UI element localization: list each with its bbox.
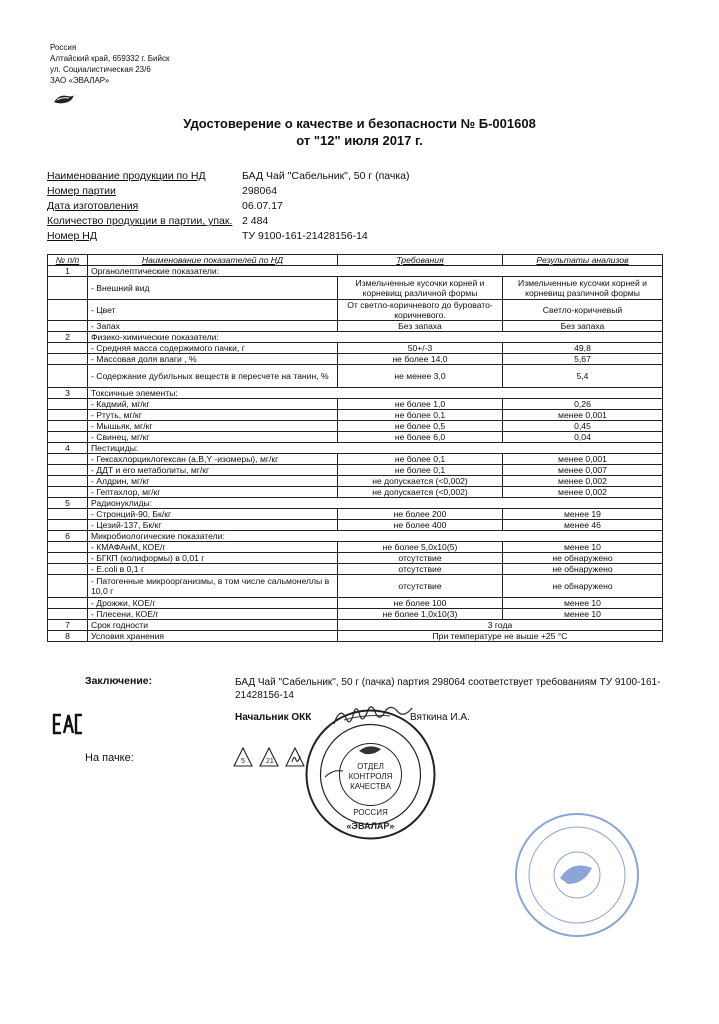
table-row: [48, 410, 663, 421]
info-value: БАД Чай "Сабельник", 50 г (пачка): [242, 170, 410, 182]
row-number: [48, 399, 88, 410]
info-value: 06.07.17: [242, 200, 283, 212]
indicator-name: - ДДТ и его метаболиты, мг/кг: [88, 465, 338, 476]
requirement-value: отсутствие: [338, 575, 503, 598]
spanned-value: 3 года: [338, 620, 663, 631]
indicator-name: - Массовая доля влаги , %: [88, 354, 338, 365]
row-number: [48, 277, 88, 300]
table-row: [48, 609, 663, 620]
row-number: 5: [48, 498, 88, 509]
row-number: 1: [48, 266, 88, 277]
requirement-value: не более 0,1: [338, 454, 503, 465]
row-number: [48, 564, 88, 575]
info-value: ТУ 9100-161-21428156-14: [242, 230, 368, 242]
category-name: Микробиологические показатели:: [88, 531, 663, 542]
indicator-name: Условия хранения: [88, 631, 338, 642]
evalar-logo-icon: [53, 93, 75, 105]
indicator-name: - КМАФАнМ, КОЕ/г: [88, 542, 338, 553]
info-label: Номер партии: [47, 185, 116, 197]
table-category-row: [48, 498, 663, 509]
result-value: 0,04: [503, 432, 663, 443]
result-value: менее 0,002: [503, 487, 663, 498]
table-row: [48, 509, 663, 520]
stamp-center-line2: КОНТРОЛЯ: [348, 772, 393, 781]
table-category-row: [48, 443, 663, 454]
indicator-name: - Гексахлорциклогексан (a,B,Y -изомеры), мг/кг: [88, 454, 338, 465]
col-header-results: Результаты анализов: [503, 255, 663, 266]
row-number: [48, 432, 88, 443]
result-value: 0,26: [503, 399, 663, 410]
category-name: Радионуклиды:: [88, 498, 663, 509]
stamp-center-line1: ОТДЕЛ: [357, 762, 384, 771]
company-address: [50, 42, 169, 86]
indicator-name: - Средняя масса содержимого пачки, г: [88, 343, 338, 354]
table-row: [48, 564, 663, 575]
result-value: не обнаружено: [503, 575, 663, 598]
row-number: [48, 343, 88, 354]
result-value: менее 10: [503, 598, 663, 609]
col-header-number: № п/п: [48, 255, 88, 266]
requirement-value: 50+/-3: [338, 343, 503, 354]
requirement-value: От светло-коричневого до буровато-коричневого.: [338, 300, 503, 321]
requirement-value: не более 200: [338, 509, 503, 520]
stamp-bottom-country: РОССИЯ: [353, 808, 388, 817]
spanned-value: При температуре не выше +25 °С: [338, 631, 663, 642]
info-label: Количество продукции в партии, упак.: [47, 215, 233, 227]
result-value: менее 0,002: [503, 476, 663, 487]
table-row: [48, 277, 663, 300]
row-number: [48, 354, 88, 365]
col-header-name: Наименование показателей по НД: [88, 255, 338, 266]
row-number: 6: [48, 531, 88, 542]
table-row: [48, 476, 663, 487]
eac-mark-icon: [52, 712, 84, 736]
row-number: [48, 465, 88, 476]
table-body: [48, 266, 663, 642]
result-value: менее 46: [503, 520, 663, 531]
table-row: [48, 553, 663, 564]
table-row: [48, 432, 663, 443]
address-country: Россия: [50, 43, 77, 52]
result-value: Без запаха: [503, 321, 663, 332]
indicator-name: - Алдрин, мг/кг: [88, 476, 338, 487]
info-value: 298064: [242, 185, 278, 197]
address-company: ЗАО «ЭВАЛАР»: [50, 76, 110, 85]
result-value: менее 0,001: [503, 454, 663, 465]
info-label: Номер НД: [47, 230, 97, 242]
indicator-name: - Дрожжи, КОЕ/г: [88, 598, 338, 609]
result-value: менее 10: [503, 609, 663, 620]
indicator-name: - Свинец, мг/кг: [88, 432, 338, 443]
indicator-name: - Цвет: [88, 300, 338, 321]
result-value: менее 10: [503, 542, 663, 553]
table-row: [48, 598, 663, 609]
table-row: [48, 354, 663, 365]
row-number: [48, 321, 88, 332]
quality-table: [47, 254, 663, 642]
signatory-name: Вяткина И.А.: [410, 712, 470, 723]
indicator-name: - Гептахлор, мг/кг: [88, 487, 338, 498]
table-category-row: [48, 388, 663, 399]
result-value: 5,67: [503, 354, 663, 365]
requirement-value: не допускается (<0,002): [338, 476, 503, 487]
svg-text:5: 5: [241, 758, 245, 765]
indicator-name: - Плесени, КОЕ/г: [88, 609, 338, 620]
indicator-name: - Мышьяк, мг/кг: [88, 421, 338, 432]
row-number: [48, 598, 88, 609]
table-header-row: [48, 255, 663, 266]
category-name: Органолептические показатели:: [88, 266, 663, 277]
category-name: Физико-химические показатели:: [88, 332, 663, 343]
row-number: 2: [48, 332, 88, 343]
requirement-value: не более 0,1: [338, 465, 503, 476]
row-number: [48, 609, 88, 620]
table-row: [48, 620, 663, 631]
table-category-row: [48, 332, 663, 343]
result-value: Светло-коричневый: [503, 300, 663, 321]
result-value: не обнаружено: [503, 564, 663, 575]
requirement-value: отсутствие: [338, 553, 503, 564]
on-pack-label: На пачке:: [85, 752, 134, 764]
indicator-name: - E.coli в 0,1 г: [88, 564, 338, 575]
row-number: [48, 520, 88, 531]
table-row: [48, 631, 663, 642]
row-number: [48, 553, 88, 564]
document-date: от "12" июля 2017 г.: [296, 133, 423, 148]
requirement-value: не более 14,0: [338, 354, 503, 365]
requirement-value: отсутствие: [338, 564, 503, 575]
category-name: Пестициды:: [88, 443, 663, 454]
result-value: 0,45: [503, 421, 663, 432]
table-row: [48, 575, 663, 598]
indicator-name: - Цезий-137, Бк/кг: [88, 520, 338, 531]
info-label: Дата изготовления: [47, 200, 139, 212]
address-region: Алтайский край, 659332 г. Бийск: [50, 54, 170, 63]
signature-position: Начальник ОКК: [235, 712, 312, 723]
result-value: менее 0,001: [503, 410, 663, 421]
indicator-name: - БГКП (колиформы) в 0,01 г: [88, 553, 338, 564]
indicator-name: - Ртуть, мг/кг: [88, 410, 338, 421]
table-row: [48, 520, 663, 531]
requirement-value: не более 1,0x10(3): [338, 609, 503, 620]
row-number: [48, 542, 88, 553]
requirement-value: не более 0,5: [338, 421, 503, 432]
requirement-value: не более 100: [338, 598, 503, 609]
result-value: не обнаружено: [503, 553, 663, 564]
indicator-name: - Кадмий, мг/кг: [88, 399, 338, 410]
requirement-value: не более 5,0x10(5): [338, 542, 503, 553]
requirement-value: не более 0,1: [338, 410, 503, 421]
info-value: 2 484: [242, 215, 269, 227]
row-number: [48, 410, 88, 421]
col-header-requirements: Требования: [338, 255, 503, 266]
stamp-center-line3: КАЧЕСТВА: [350, 782, 391, 791]
category-name: Токсичные элементы:: [88, 388, 663, 399]
document-title: Удостоверение о качестве и безопасности № Б-001608: [183, 116, 536, 131]
table-row: [48, 321, 663, 332]
table-row: [48, 365, 663, 388]
table-row: [48, 300, 663, 321]
result-value: 5,4: [503, 365, 663, 388]
result-value: менее 19: [503, 509, 663, 520]
result-value: Измельченные кусочки корней и корневищ различной формы: [503, 277, 663, 300]
requirement-value: не менее 3,0: [338, 365, 503, 388]
table-row: [48, 542, 663, 553]
indicator-name: - Стронций-90, Бк/кг: [88, 509, 338, 520]
indicator-name: - Содержание дубильных веществ в пересчете на танин, %: [88, 365, 338, 388]
row-number: [48, 300, 88, 321]
address-street: ул. Социалистическая 23/6: [50, 65, 151, 74]
result-value: менее 0,007: [503, 465, 663, 476]
requirement-value: не более 1,0: [338, 399, 503, 410]
table-row: [48, 421, 663, 432]
packaging-symbols-icon: [232, 744, 312, 770]
table-row: [48, 487, 663, 498]
info-label: Наименование продукции по НД: [47, 170, 206, 182]
result-value: 49,8: [503, 343, 663, 354]
indicator-name: - Патогенные микроорганизмы, в том числе сальмонеллы в 10,0 г: [88, 575, 338, 598]
qc-department-stamp: [303, 707, 438, 842]
table-category-row: [48, 531, 663, 542]
table-category-row: [48, 266, 663, 277]
svg-text:21: 21: [266, 758, 274, 765]
requirement-value: не более 6,0: [338, 432, 503, 443]
row-number: [48, 454, 88, 465]
requirement-value: не допускается (<0,002): [338, 487, 503, 498]
row-number: 8: [48, 631, 88, 642]
table-row: [48, 343, 663, 354]
row-number: 3: [48, 388, 88, 399]
row-number: [48, 509, 88, 520]
indicator-name: - Внешний вид: [88, 277, 338, 300]
table-row: [48, 454, 663, 465]
row-number: [48, 476, 88, 487]
requirement-value: не более 400: [338, 520, 503, 531]
row-number: [48, 365, 88, 388]
row-number: [48, 575, 88, 598]
conclusion-label: Заключение:: [85, 675, 153, 687]
table-row: [48, 465, 663, 476]
indicator-name: - Запах: [88, 321, 338, 332]
stamp-bottom-company: «ЭВАЛАР»: [346, 821, 395, 831]
requirement-value: Без запаха: [338, 321, 503, 332]
row-number: 7: [48, 620, 88, 631]
row-number: 4: [48, 443, 88, 454]
row-number: [48, 487, 88, 498]
requirement-value: Измельченные кусочки корней и корневищ различной формы: [338, 277, 503, 300]
row-number: [48, 421, 88, 432]
company-seal-stamp: [512, 810, 642, 940]
conclusion-text: БАД Чай "Сабельник", 50 г (пачка) партия 298064 соответствует требованиям ТУ 9100-161-21428156-14: [235, 677, 661, 701]
indicator-name: Срок годности: [88, 620, 338, 631]
table-row: [48, 399, 663, 410]
